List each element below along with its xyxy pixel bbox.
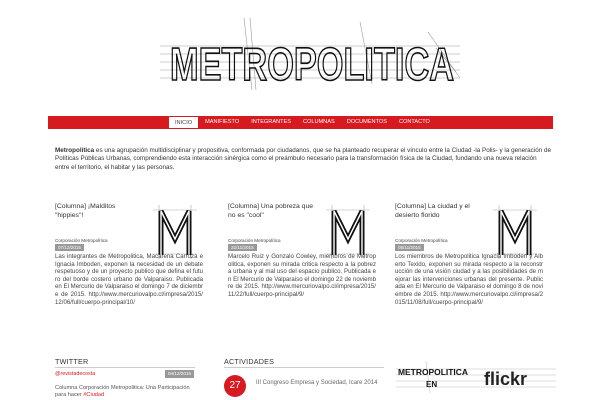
flickr-logo-text: flickr <box>484 369 528 389</box>
nav-item-contacto[interactable]: CONTACTO <box>399 119 430 125</box>
tweet-date: 04/12/2015 <box>165 370 194 378</box>
activity-title[interactable]: III Congreso Empresa y Sociedad, Icare 2014 <box>256 380 378 386</box>
intro-text: es una agrupación multidisciplinar y propositiva, conformada por ciudadanos, que se ha planteado recuperar el vínculo entre la Ciudad -la Polis- y la generación de Políticas Públicas Urbanas, comprendiendo esta interacción sinérgica como el preámbulo necesario para la transformación física de la Ciudad, fundando una nueva relación entre el territorio, el habitar y las personas. <box>55 147 551 171</box>
nav-item-inicio[interactable]: INICIO <box>168 116 199 129</box>
nav-item-manifiesto[interactable]: MANIFIESTO <box>205 119 240 125</box>
nav-item-documentos[interactable]: DOCUMENTOS <box>346 119 387 125</box>
post-card <box>228 203 388 333</box>
activities-divider <box>224 367 384 368</box>
activity-date-badge: 27 <box>224 375 246 397</box>
post-excerpt: Las integrantes de Metropolitica, Macarena Carroza e Ignacia Imboden, exponen la necesidad de un debate respetuoso y de un proyecto publico que defina el futuro del borde costero urbano de Valparaiso. Publicada en El Mercurio de Valparaiso el domingo 7 de diciembre de 2015. http://www.mercuriovalpo.cl/impresa/2015/12/06/full/cuerpo-principal/10/ <box>55 253 203 306</box>
metropolitica-m-icon[interactable] <box>326 205 370 259</box>
post-title[interactable]: [Columna] La ciudad y el desierto florido <box>395 203 470 219</box>
post-date: 08/11/2015 <box>395 244 424 251</box>
twitter-heading: TWITTER <box>55 357 89 366</box>
intro-paragraph <box>55 147 552 172</box>
tweet-body: Columna Corporación Metropolitica: Una Participación para hacer <box>55 385 190 399</box>
post-card <box>395 203 555 333</box>
flickr-banner[interactable] <box>396 361 556 393</box>
post-author[interactable]: Corporación Metropolítica <box>228 238 281 243</box>
post-author[interactable]: Corporación Metropolítica <box>55 238 108 243</box>
twitter-divider <box>55 367 195 368</box>
post-excerpt: Marcelo Ruiz y Gonzalo Cowley, miembros de Metropolitica, exponen su mirada critica respecto a la pobreza urbana y al mal uso del espacio publico. Publicada en El Mercurio de Valparaiso el domingo 22 de noviembre de 2015. http://www.mercuriovalpo.cl/impresa/2015/11/22/full/cuerpo-principal/9/ <box>228 253 376 298</box>
nav-item-columnas[interactable]: COLUMNAS <box>302 119 335 125</box>
post-card <box>55 203 215 333</box>
main-nav <box>48 116 553 129</box>
post-excerpt: Los miembros de Metropolitica Ignacia Imboden y Alberto Texido, exponen su mirada respecto a la reconstrucción de una visión ciudad y a las posibilidades de mejorar las intervenciones urbanas del presente. Publicada en El Mercurio de Valparaiso el domingo 8 de noviembre de 2015. http://www.mercuriovalpo.cl/impresa/2015/11/08/full/cuerpo-principal/9/ <box>395 253 543 306</box>
post-title[interactable]: [Columna] Una pobreza que no es "cool" <box>228 203 314 219</box>
intro-lead: Metropolítica <box>55 147 95 154</box>
metropolitica-m-icon[interactable] <box>153 205 197 259</box>
activities-heading: ACTIVIDADES <box>224 357 275 366</box>
tweet-hashtag[interactable]: #Ciudad <box>83 392 105 399</box>
nav-item-integrantes[interactable]: INTEGRANTES <box>251 119 291 125</box>
metropolitica-logo[interactable] <box>160 18 460 90</box>
post-title[interactable]: [Columna] ¡Malditos "hippies"! <box>55 203 116 219</box>
flickr-en-text: EN <box>426 380 438 389</box>
post-author[interactable]: Corporación Metropolítica <box>395 238 448 243</box>
tweet-text <box>55 385 193 399</box>
flickr-left-text: METROPOLITICA <box>398 368 469 377</box>
logo-text: METROPOLITICA <box>170 38 454 90</box>
post-date: 22/11/2015 <box>228 244 257 251</box>
metropolitica-m-icon[interactable] <box>493 205 537 259</box>
tweet-handle[interactable]: @revistadecosta <box>55 371 96 377</box>
post-date: 07/12/2015 <box>55 244 84 251</box>
